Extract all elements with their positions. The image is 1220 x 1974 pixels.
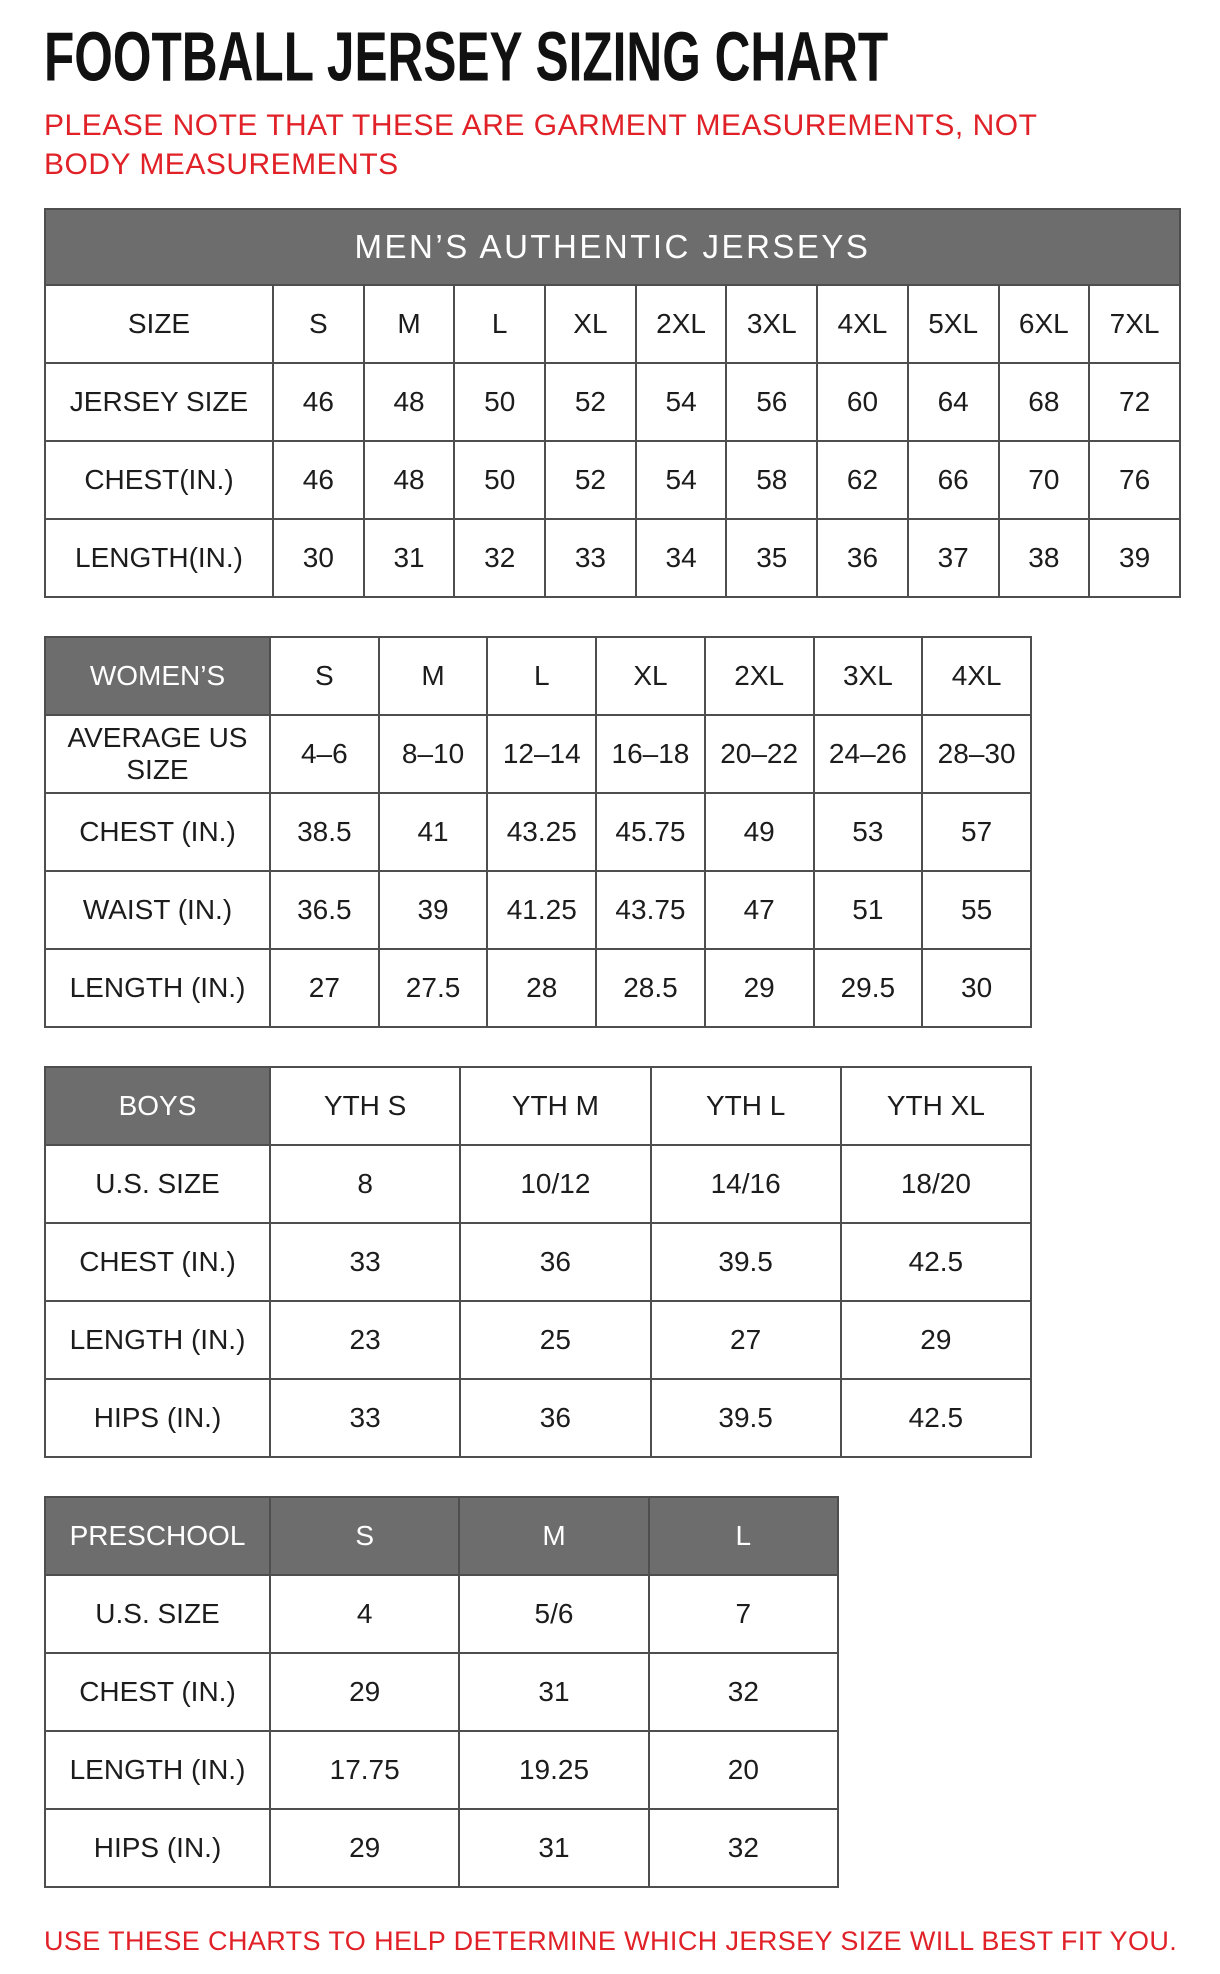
mens-value-cell: 39	[1089, 519, 1180, 597]
boys-value-cell: 33	[270, 1379, 460, 1457]
page-title: FOOTBALL JERSEY SIZING CHART	[44, 18, 889, 97]
mens-column-header: M	[364, 285, 455, 363]
womens-value-cell: 4–6	[270, 715, 379, 793]
womens-value-cell: 20–22	[705, 715, 814, 793]
mens-value-cell: 38	[999, 519, 1090, 597]
mens-value-cell: 76	[1089, 441, 1180, 519]
mens-value-cell: 46	[273, 441, 364, 519]
womens-value-cell: 28	[487, 949, 596, 1027]
womens-row	[45, 715, 1031, 793]
preschool-value-cell: 7	[649, 1575, 838, 1653]
womens-value-cell: 29	[705, 949, 814, 1027]
mens-column-header: SIZE	[45, 285, 273, 363]
footer-note: USE THESE CHARTS TO HELP DETERMINE WHICH JERSEY SIZE WILL BEST FIT YOU.	[44, 1926, 1178, 1957]
mens-row-label: LENGTH(IN.)	[45, 519, 273, 597]
womens-column-header: 2XL	[705, 637, 814, 715]
mens-banner-row	[45, 209, 1180, 285]
mens-row	[45, 519, 1180, 597]
mens-value-cell: 32	[454, 519, 545, 597]
womens-column-header: 3XL	[814, 637, 923, 715]
womens-value-cell: 28–30	[922, 715, 1031, 793]
preschool-value-cell: 32	[649, 1653, 838, 1731]
preschool-header-label: PRESCHOOL	[45, 1497, 270, 1575]
preschool-header-row	[45, 1497, 838, 1575]
boys-sizing-table	[44, 1066, 1032, 1458]
preschool-value-cell: 29	[270, 1809, 459, 1887]
mens-size-header-row	[45, 285, 1180, 363]
womens-value-cell: 43.25	[487, 793, 596, 871]
womens-value-cell: 43.75	[596, 871, 705, 949]
boys-value-cell: 23	[270, 1301, 460, 1379]
womens-column-header: 4XL	[922, 637, 1031, 715]
mens-value-cell: 35	[726, 519, 817, 597]
mens-value-cell: 36	[817, 519, 908, 597]
boys-column-header: YTH S	[270, 1067, 460, 1145]
womens-value-cell: 41	[379, 793, 488, 871]
boys-row-label: CHEST (IN.)	[45, 1223, 270, 1301]
mens-column-header: 5XL	[908, 285, 999, 363]
preschool-row	[45, 1653, 838, 1731]
womens-column-header: S	[270, 637, 379, 715]
boys-row-label: U.S. SIZE	[45, 1145, 270, 1223]
mens-value-cell: 50	[454, 441, 545, 519]
mens-value-cell: 54	[636, 363, 727, 441]
mens-value-cell: 56	[726, 363, 817, 441]
womens-value-cell: 29.5	[814, 949, 923, 1027]
womens-value-cell: 55	[922, 871, 1031, 949]
womens-value-cell: 27.5	[379, 949, 488, 1027]
boys-value-cell: 42.5	[841, 1379, 1031, 1457]
preschool-value-cell: 17.75	[270, 1731, 459, 1809]
womens-value-cell: 27	[270, 949, 379, 1027]
womens-column-header: L	[487, 637, 596, 715]
mens-row	[45, 363, 1180, 441]
womens-header-row	[45, 637, 1031, 715]
mens-column-header: 4XL	[817, 285, 908, 363]
boys-value-cell: 39.5	[651, 1223, 841, 1301]
preschool-row	[45, 1809, 838, 1887]
womens-row	[45, 871, 1031, 949]
preschool-value-cell: 20	[649, 1731, 838, 1809]
mens-column-header: 7XL	[1089, 285, 1180, 363]
mens-value-cell: 70	[999, 441, 1090, 519]
boys-value-cell: 39.5	[651, 1379, 841, 1457]
mens-row-label: JERSEY SIZE	[45, 363, 273, 441]
boys-row	[45, 1145, 1031, 1223]
preschool-value-cell: 31	[459, 1653, 648, 1731]
womens-value-cell: 49	[705, 793, 814, 871]
mens-value-cell: 62	[817, 441, 908, 519]
boys-value-cell: 27	[651, 1301, 841, 1379]
boys-value-cell: 33	[270, 1223, 460, 1301]
mens-value-cell: 66	[908, 441, 999, 519]
preschool-value-cell: 29	[270, 1653, 459, 1731]
boys-row-label: LENGTH (IN.)	[45, 1301, 270, 1379]
mens-column-header: L	[454, 285, 545, 363]
womens-value-cell: 36.5	[270, 871, 379, 949]
boys-value-cell: 36	[460, 1379, 650, 1457]
mens-value-cell: 58	[726, 441, 817, 519]
womens-row	[45, 949, 1031, 1027]
mens-value-cell: 48	[364, 363, 455, 441]
mens-value-cell: 46	[273, 363, 364, 441]
boys-row	[45, 1223, 1031, 1301]
womens-value-cell: 39	[379, 871, 488, 949]
boys-row-label: HIPS (IN.)	[45, 1379, 270, 1457]
womens-value-cell: 57	[922, 793, 1031, 871]
boys-value-cell: 25	[460, 1301, 650, 1379]
mens-authentic-jerseys-table	[44, 208, 1181, 598]
preschool-value-cell: 32	[649, 1809, 838, 1887]
womens-value-cell: 51	[814, 871, 923, 949]
womens-column-header: XL	[596, 637, 705, 715]
boys-header-label: BOYS	[45, 1067, 270, 1145]
boys-value-cell: 10/12	[460, 1145, 650, 1223]
mens-value-cell: 48	[364, 441, 455, 519]
womens-value-cell: 53	[814, 793, 923, 871]
boys-value-cell: 42.5	[841, 1223, 1031, 1301]
mens-value-cell: 52	[545, 363, 636, 441]
mens-value-cell: 54	[636, 441, 727, 519]
mens-column-header: S	[273, 285, 364, 363]
mens-row	[45, 441, 1180, 519]
preschool-row-label: CHEST (IN.)	[45, 1653, 270, 1731]
boys-value-cell: 14/16	[651, 1145, 841, 1223]
preschool-value-cell: 19.25	[459, 1731, 648, 1809]
preschool-column-header: M	[459, 1497, 648, 1575]
boys-row	[45, 1379, 1031, 1457]
womens-header-label: WOMEN’S	[45, 637, 270, 715]
womens-column-header: M	[379, 637, 488, 715]
boys-column-header: YTH M	[460, 1067, 650, 1145]
womens-value-cell: 30	[922, 949, 1031, 1027]
mens-value-cell: 68	[999, 363, 1090, 441]
womens-value-cell: 47	[705, 871, 814, 949]
mens-banner: MEN’S AUTHENTIC JERSEYS	[45, 209, 1180, 285]
boys-value-cell: 29	[841, 1301, 1031, 1379]
womens-row-label: WAIST (IN.)	[45, 871, 270, 949]
mens-value-cell: 34	[636, 519, 727, 597]
boys-value-cell: 18/20	[841, 1145, 1031, 1223]
mens-value-cell: 30	[273, 519, 364, 597]
boys-value-cell: 36	[460, 1223, 650, 1301]
boys-column-header: YTH XL	[841, 1067, 1031, 1145]
womens-value-cell: 24–26	[814, 715, 923, 793]
mens-value-cell: 37	[908, 519, 999, 597]
womens-value-cell: 41.25	[487, 871, 596, 949]
preschool-row	[45, 1731, 838, 1809]
mens-value-cell: 52	[545, 441, 636, 519]
boys-value-cell: 8	[270, 1145, 460, 1223]
mens-value-cell: 50	[454, 363, 545, 441]
womens-value-cell: 16–18	[596, 715, 705, 793]
garment-measurement-note: PLEASE NOTE THAT THESE ARE GARMENT MEASUREMENTS, NOT BODY MEASUREMENTS	[44, 109, 1037, 182]
preschool-column-header: L	[649, 1497, 838, 1575]
mens-column-header: 6XL	[999, 285, 1090, 363]
boys-row	[45, 1301, 1031, 1379]
preschool-row	[45, 1575, 838, 1653]
preschool-value-cell: 5/6	[459, 1575, 648, 1653]
womens-value-cell: 38.5	[270, 793, 379, 871]
womens-sizing-table	[44, 636, 1032, 1028]
womens-row-label: LENGTH (IN.)	[45, 949, 270, 1027]
mens-column-header: XL	[545, 285, 636, 363]
boys-column-header: YTH L	[651, 1067, 841, 1145]
preschool-value-cell: 4	[270, 1575, 459, 1653]
mens-value-cell: 33	[545, 519, 636, 597]
mens-column-header: 3XL	[726, 285, 817, 363]
mens-value-cell: 64	[908, 363, 999, 441]
womens-row-label: AVERAGE US SIZE	[45, 715, 270, 793]
mens-column-header: 2XL	[636, 285, 727, 363]
preschool-row-label: LENGTH (IN.)	[45, 1731, 270, 1809]
preschool-row-label: HIPS (IN.)	[45, 1809, 270, 1887]
womens-row-label: CHEST (IN.)	[45, 793, 270, 871]
womens-row	[45, 793, 1031, 871]
mens-value-cell: 60	[817, 363, 908, 441]
preschool-column-header: S	[270, 1497, 459, 1575]
womens-value-cell: 45.75	[596, 793, 705, 871]
preschool-value-cell: 31	[459, 1809, 648, 1887]
preschool-row-label: U.S. SIZE	[45, 1575, 270, 1653]
mens-row-label: CHEST(IN.)	[45, 441, 273, 519]
womens-value-cell: 8–10	[379, 715, 488, 793]
womens-value-cell: 28.5	[596, 949, 705, 1027]
mens-value-cell: 72	[1089, 363, 1180, 441]
womens-value-cell: 12–14	[487, 715, 596, 793]
preschool-sizing-table	[44, 1496, 839, 1888]
boys-header-row	[45, 1067, 1031, 1145]
mens-value-cell: 31	[364, 519, 455, 597]
